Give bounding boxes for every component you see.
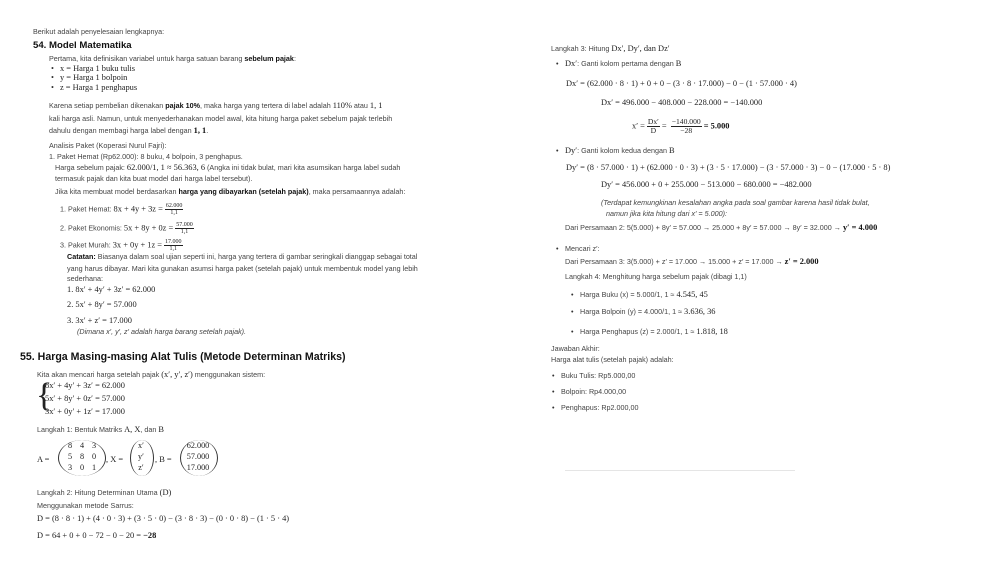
- price-pen: • Harga Bolpoin (y) = 4.000/1, 1 ≈ 3.636, 36: [580, 307, 715, 316]
- dx-label: • Dx′: Ganti kolom pertama dengan B: [565, 59, 681, 68]
- equation-1: 1. Paket Hemat: 8x + 4y + 3z = $\frac{62.000}{1,1}$: [60, 203, 183, 216]
- dy-expansion: Dy′ = (8 · 57.000 · 1) + (62.000 · 0 · 3) + (3 · 5 · 17.000) − (3 · 57.000 · 3) − 0 − (17.000 · 5 · 8): [566, 163, 891, 172]
- simplified-eq-1: 1. 8x′ + 4y′ + 3z′ = 62.000: [67, 285, 156, 294]
- dy-label: • Dy′: Ganti kolom kedua dengan B: [565, 146, 675, 155]
- z-label: • Mencari z′:: [565, 244, 600, 253]
- step-4-title: Langkah 4: Menghitung harga sebelum pajak (dibagi 1,1): [565, 272, 747, 281]
- package-1-calc3: Jika kita membuat model berdasarkan harga yang dibayarkan (setelah pajak), maka persamaannya adalah:: [55, 187, 406, 196]
- divider: [565, 470, 795, 471]
- matrix-b-label: , B =: [155, 455, 172, 464]
- y-substitution: Dari Persamaan 2: 5(5.000) + 8y′ = 57.000 → 25.000 + 8y′ = 57.000 → 8y′ = 32.000 → y′ = 4.000: [565, 223, 878, 232]
- system-eq-1: 8x′ + 4y′ + 3z′ = 62.000: [45, 381, 125, 390]
- matrix-a: 8 4 3 5 8 0 3 0 1: [67, 441, 97, 472]
- section-54-title: 54. Model Matematika: [33, 40, 132, 51]
- dx-expansion: Dx′ = (62.000 · 8 · 1) + 0 + 0 − (3 · 8 · 17.000) − 0 − (1 · 57.000 · 4): [566, 79, 797, 88]
- matrix-b: 62.000 57.000 17.000: [186, 441, 210, 472]
- para3: dahulu dengan membagi harga label dengan 1, 1.: [49, 126, 209, 135]
- para2: kali harga asli. Namun, untuk menyederhanakan model awal, kita hitung harga paket sebelum pajak terlebih: [49, 114, 393, 123]
- determinant-result: D = 64 + 0 + 0 − 72 − 0 − 20 = −28: [37, 531, 157, 540]
- simplified-note: (Dimana x′, y′, z′ adalah harga barang setelah pajak).: [77, 327, 247, 336]
- note-line-3: sederhana:: [67, 274, 103, 283]
- step-3-title: Langkah 3: Hitung Dx′, Dy′, dan Dz′: [551, 44, 670, 53]
- answer-sub: Harga alat tulis (setelah pajak) adalah:: [551, 355, 674, 364]
- define-text: Pertama, kita definisikan variabel untuk harga satuan barang sebelum pajak:: [49, 54, 296, 63]
- system-brace: {: [36, 377, 53, 414]
- determinant-expansion: D = (8 · 8 · 1) + (4 · 0 · 3) + (3 · 5 · 0) − (3 · 8 · 3) − (0 · 0 · 8) − (1 · 5 · 4): [37, 514, 290, 523]
- simplified-eq-2: 2. 5x′ + 8y′ = 57.000: [67, 300, 137, 309]
- x-result: x′ = $\frac{Dx'}{D}$ = $\frac{-140.000}{-28}$ = 5.000: [632, 117, 730, 135]
- analysis-title: Analisis Paket (Koperasi Nurul Fajri):: [49, 141, 167, 150]
- para1: Karena setiap pembelian dikenakan pajak 10%, maka harga yang tertera di label adalah 110% atau 1, 1: [49, 101, 383, 110]
- intro-text: Berikut adalah penyelesaian lengkapnya:: [33, 27, 165, 36]
- package-1: 1. Paket Hemat (Rp62.000): 8 buku, 4 bolpoin, 3 penghapus.: [49, 152, 243, 161]
- z-substitution: Dari Persamaan 3: 3(5.000) + z′ = 17.000 → 15.000 + z′ = 17.000 → z′ = 2.000: [565, 257, 819, 266]
- price-book: • Harga Buku (x) = 5.000/1, 1 ≈ 4.545, 45: [580, 290, 708, 299]
- answer-pen: • Bolpoin: Rp4.000,00: [561, 387, 626, 396]
- system-eq-2: 5x′ + 8y′ + 0z′ = 57.000: [45, 394, 125, 403]
- dy-note-1: (Terdapat kemungkinan kesalahan angka pada soal gambar karena hasil tidak bulat,: [601, 198, 870, 207]
- matrix-x: x′ y′ z′: [138, 441, 144, 472]
- answer-title: Jawaban Akhir:: [551, 344, 600, 353]
- dy-result: Dy′ = 456.000 + 0 + 255.000 − 513.000 − 680.000 = −482.000: [601, 180, 812, 189]
- section-55-title: 55. Harga Masing-masing Alat Tulis (Metode Determinan Matriks): [20, 351, 346, 363]
- var-y: • y = Harga 1 bolpoin: [60, 73, 127, 82]
- dy-note-2: namun jika kita hitung dari x′ = 5.000):: [606, 209, 728, 218]
- section-55-intro: Kita akan mencari harga setelah pajak (x′, y′, z′) menggunakan sistem:: [37, 370, 266, 379]
- system-eq-3: 3x′ + 0y′ + 1z′ = 17.000: [45, 407, 125, 416]
- equation-3: 3. Paket Murah: 3x + 0y + 1z = $\frac{17.000}{1,1}$: [60, 239, 182, 252]
- step-2-sub: Menggunakan metode Sarrus:: [37, 501, 134, 510]
- matrix-x-label: , X =: [106, 455, 124, 464]
- step-1-title: Langkah 1: Bentuk Matriks A, X, dan B: [37, 425, 164, 434]
- equation-2: 2. Paket Ekonomis: 5x + 8y + 0z = $\frac{57.000}{1,1}$: [60, 222, 193, 235]
- price-eraser: • Harga Penghapus (z) = 2.000/1, 1 ≈ 1.818, 18: [580, 327, 728, 336]
- var-x: • x = Harga 1 buku tulis: [60, 64, 135, 73]
- package-1-calc2: termasuk pajak dan kita buat model dari harga label tersebut).: [55, 174, 253, 183]
- answer-book: • Buku Tulis: Rp5.000,00: [561, 371, 635, 380]
- var-z: • z = Harga 1 penghapus: [60, 83, 137, 92]
- note-line-2: yang harus dibayar. Mari kita gunakan asumsi harga paket (setelah pajak) untuk membentuk model yang lebih: [67, 264, 418, 273]
- simplified-eq-3: 3. 3x′ + z′ = 17.000: [67, 316, 132, 325]
- answer-eraser: • Penghapus: Rp2.000,00: [561, 403, 639, 412]
- step-2-title: Langkah 2: Hitung Determinan Utama (D): [37, 488, 172, 497]
- matrix-a-label: A =: [37, 455, 50, 464]
- dx-result: Dx′ = 496.000 − 408.000 − 228.000 = −140.000: [601, 98, 763, 107]
- note-line-1: Catatan: Biasanya dalam soal ujian seperti ini, harga yang tertera di gambar seringkali dianggap sebagai total: [67, 252, 418, 261]
- package-1-calc: Harga sebelum pajak: 62.000/1, 1 ≈ 56.363, 6 (Angka ini tidak bulat, mari kita asumsikan harga label sudah: [55, 163, 401, 172]
